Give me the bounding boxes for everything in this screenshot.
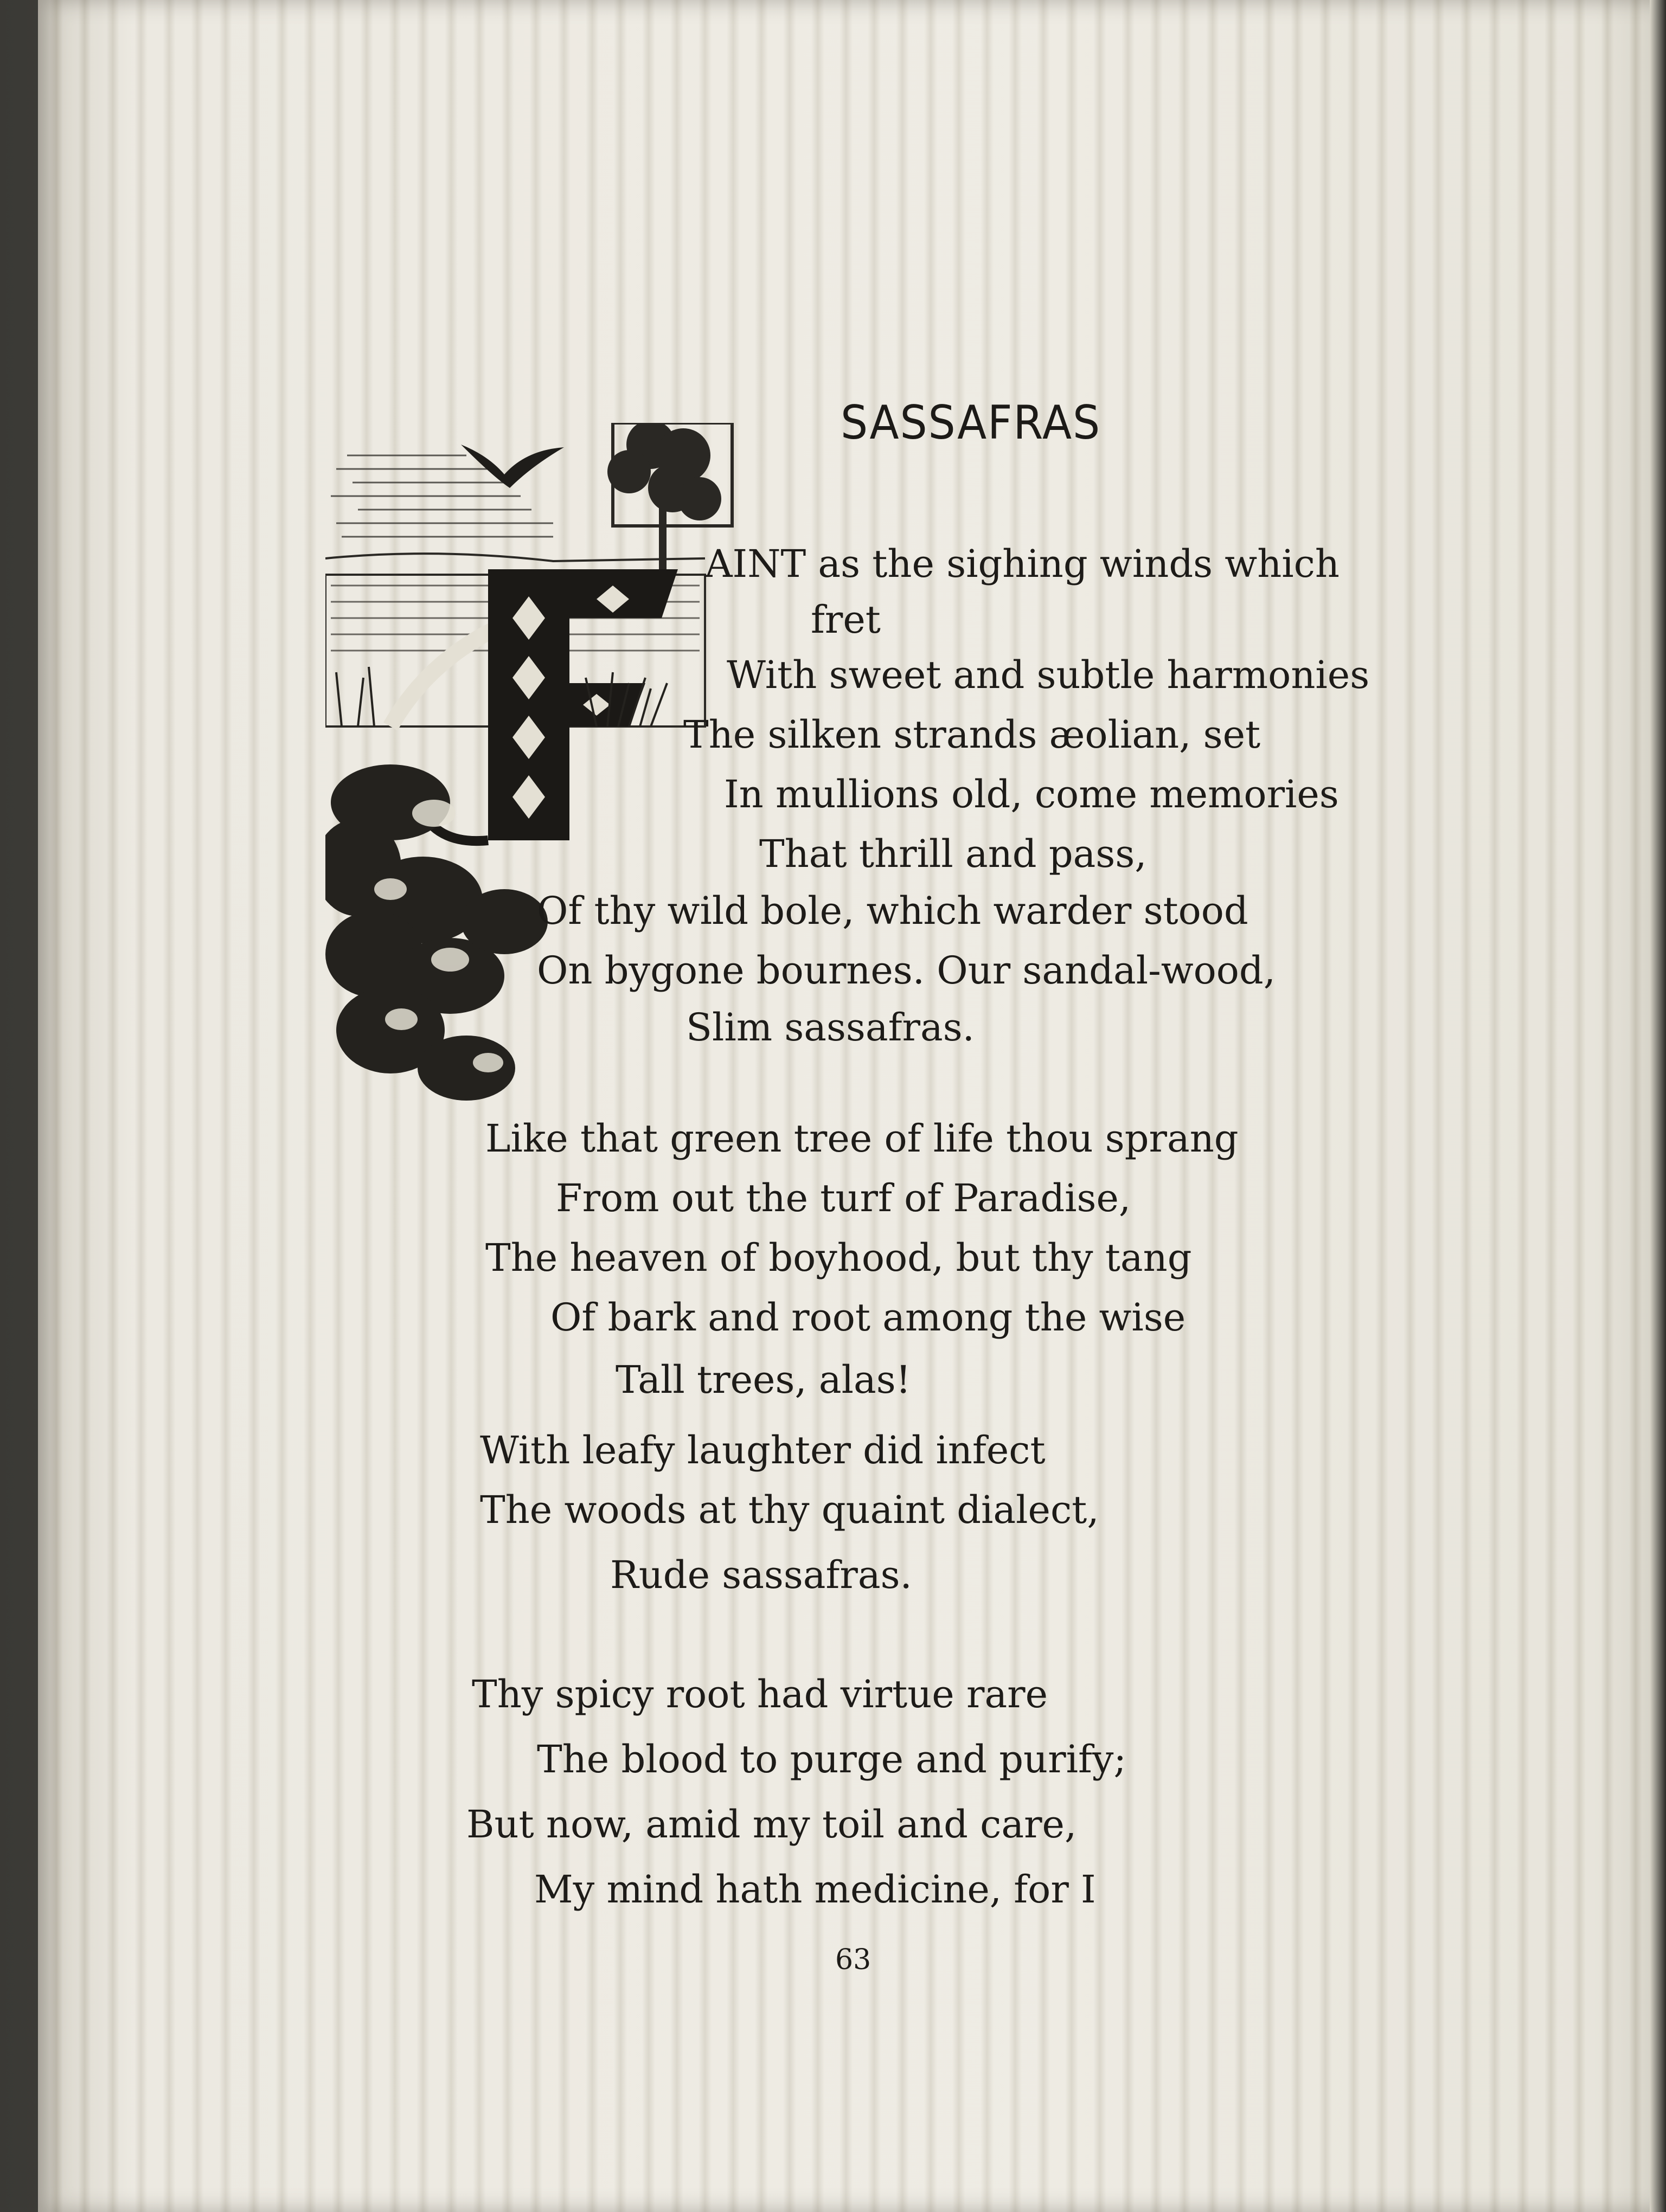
poem-line: Slim sassafras.	[686, 1005, 975, 1050]
poem-line: Rude sassafras.	[610, 1553, 912, 1597]
poem-line: With leafy laughter did infect	[480, 1428, 1046, 1472]
poem-line: Like that green tree of life thou sprang	[485, 1116, 1239, 1161]
poem-line: On bygone bournes. Our sandal-wood,	[537, 948, 1276, 993]
poem-line: Of bark and root among the wise	[550, 1295, 1186, 1340]
page-edge-shadow	[1650, 0, 1666, 2212]
page-title: SASSAFRAS	[841, 396, 1101, 450]
book-page	[38, 0, 1659, 2212]
poem-line: fret	[811, 597, 881, 642]
poem-line: The heaven of boyhood, but thy tang	[485, 1236, 1192, 1280]
poem-line: The silken strands æolian, set	[683, 712, 1261, 757]
poem-line: In mullions old, come memories	[724, 772, 1339, 816]
poem-line: But now, amid my toil and care,	[466, 1802, 1077, 1847]
poem-line: Tall trees, alas!	[616, 1358, 911, 1402]
poem-line: That thrill and pass,	[759, 832, 1147, 876]
poem-line: From out the turf of Paradise,	[556, 1176, 1131, 1220]
poem-line: With sweet and subtle harmonies	[727, 653, 1370, 697]
poem-line: AINT as the sighing winds which	[705, 542, 1340, 586]
poem-line: The woods at thy quaint dialect,	[480, 1488, 1099, 1532]
poem-line: Thy spicy root had virtue rare	[472, 1672, 1048, 1716]
poem-line: The blood to purge and purify;	[537, 1737, 1127, 1782]
illuminated-letter-f-landscape-icon	[325, 423, 738, 1128]
poem-line: Of thy wild bole, which warder stood	[537, 889, 1248, 933]
poem-line: My mind hath medicine, for I	[534, 1867, 1096, 1912]
page-number: 63	[835, 1944, 872, 1976]
